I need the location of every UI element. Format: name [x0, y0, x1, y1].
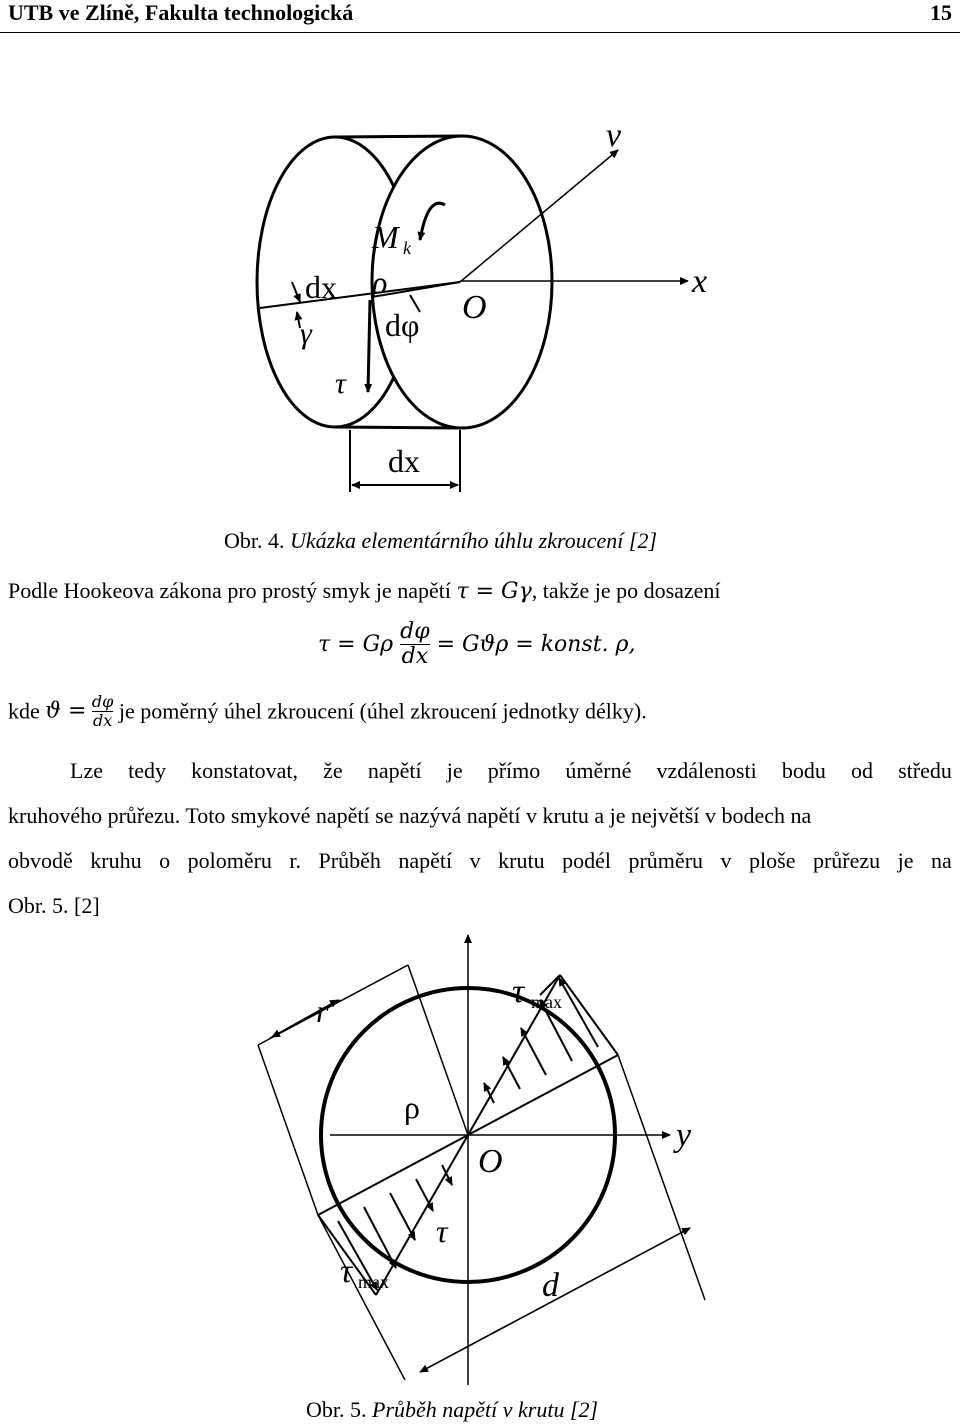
equation-left: τ = Gρ: [318, 632, 394, 657]
paragraph-word: na: [931, 848, 952, 873]
definition-line: [8, 693, 647, 739]
paragraph-word: je: [897, 848, 914, 873]
paragraph-hooke: [8, 577, 721, 606]
paragraph-word: je: [446, 758, 463, 783]
hooke-text-post: , takže je po dosazení: [531, 578, 721, 603]
figure-4-drawing: [0, 100, 960, 500]
label-tau: τ: [436, 1213, 448, 1249]
paragraph-line-3: [8, 847, 952, 875]
hooke-text-pre: Podle Hookeova zákona pro prostý smyk je napětí: [8, 578, 457, 603]
cylinder-front-face: [372, 136, 552, 428]
paragraph-word: konstatovat,: [191, 758, 299, 783]
paragraph-word: bodu: [781, 758, 826, 783]
paragraph-word: průřezu: [812, 848, 881, 873]
label-tau-max-bottom: τ: [340, 1253, 353, 1290]
page-header-title: UTB ve Zlíně, Fakulta technologická: [8, 0, 354, 25]
figure-5-caption-number: Obr. 5.: [306, 1397, 367, 1422]
label-v: v: [606, 117, 622, 154]
label-y-axis: y: [676, 1117, 692, 1154]
figure-5-caption-text: Průběh napětí v krutu [2]: [372, 1397, 599, 1422]
paragraph-word: napětí: [398, 848, 453, 873]
label-mk: M: [372, 219, 399, 255]
definition-pre: kde: [8, 698, 46, 724]
label-dx-bottom: dx: [388, 443, 420, 479]
paragraph-word: kruhu: [90, 848, 142, 873]
paragraph-word: o: [159, 848, 171, 873]
figure-4-torsion-element: [0, 100, 960, 500]
shear-stress-equation: [318, 620, 635, 684]
paragraph-word: Průběh: [318, 848, 381, 873]
equation-fraction: [400, 620, 430, 669]
paragraph-word: poloměru: [187, 848, 272, 873]
paragraph-word: r.: [289, 848, 302, 873]
paragraph-line-2: kruhového průřezu. Toto smykové napětí se nazývá napětí v krutu a je největší v bodech na: [8, 803, 812, 828]
paragraph-word: průměru: [628, 848, 704, 873]
paragraph-word: přímo: [487, 758, 541, 783]
paragraph-word: úměrné: [565, 758, 632, 783]
paragraph-word: od: [850, 758, 873, 783]
label-tau-max-bottom-sub: max: [358, 1272, 389, 1292]
paragraph-word: středu: [898, 758, 952, 783]
paragraph-word: podél: [562, 848, 611, 873]
definition-fraction: [92, 693, 113, 730]
equation-numerator: dφ: [400, 619, 430, 644]
label-origin: O: [478, 1143, 503, 1180]
paragraph-word: tedy: [128, 758, 166, 783]
figure-5-caption: [306, 1396, 598, 1424]
label-gamma: γ: [300, 317, 312, 350]
figure-5-drawing: [0, 925, 960, 1385]
paragraph-line-4: Obr. 5. [2]: [8, 893, 100, 918]
label-tau: τ: [335, 367, 346, 400]
paragraph-stress: [8, 757, 952, 920]
paragraph-word: napětí: [367, 758, 422, 783]
paragraph-word: ploše: [749, 848, 796, 873]
label-x-axis: x: [692, 263, 708, 300]
definition-post: je poměrný úhel zkroucení (úhel zkroucení jednotky délky).: [113, 698, 647, 724]
definition-denominator: dx: [93, 711, 113, 730]
paragraph-word: vzdálenosti: [656, 758, 757, 783]
definition-formula: ϑ =: [45, 698, 87, 724]
paragraph-line-1: [8, 757, 952, 785]
equation-denominator: dx: [401, 644, 429, 669]
figure-4-caption: [224, 527, 657, 555]
figure-4-caption-number: Obr. 4.: [224, 528, 285, 553]
label-dphi: dφ: [385, 307, 420, 343]
shear-stress-arrow: [368, 300, 370, 392]
header-divider: [0, 32, 960, 33]
label-mk-sub: k: [403, 238, 411, 258]
paragraph-word: v: [720, 848, 732, 873]
label-tau-max-top: τ: [512, 973, 525, 1010]
hooke-formula: τ = Gγ: [456, 579, 532, 604]
paragraph-word: Lze: [70, 758, 103, 783]
equation-right: = Gϑρ = konst. ρ,: [436, 632, 636, 657]
label-origin: O: [462, 289, 487, 326]
label-dx-left: dx: [305, 269, 337, 305]
label-tau-max-top-sub: max: [531, 992, 562, 1012]
figure-4-caption-text: Ukázka elementárního úhlu zkroucení [2]: [290, 528, 658, 553]
paragraph-word: v: [469, 848, 481, 873]
paragraph-word: krutu: [498, 848, 545, 873]
paragraph-word: že: [323, 758, 343, 783]
label-d: d: [542, 1267, 559, 1304]
definition-numerator: dφ: [91, 692, 114, 711]
label-rho: ρ: [372, 264, 388, 300]
paragraph-word: obvodě: [8, 848, 73, 873]
label-rho: ρ: [404, 1089, 420, 1125]
page-number: 15: [930, 0, 952, 25]
figure-5-stress-distribution: [0, 925, 960, 1385]
label-r: r: [316, 993, 329, 1029]
